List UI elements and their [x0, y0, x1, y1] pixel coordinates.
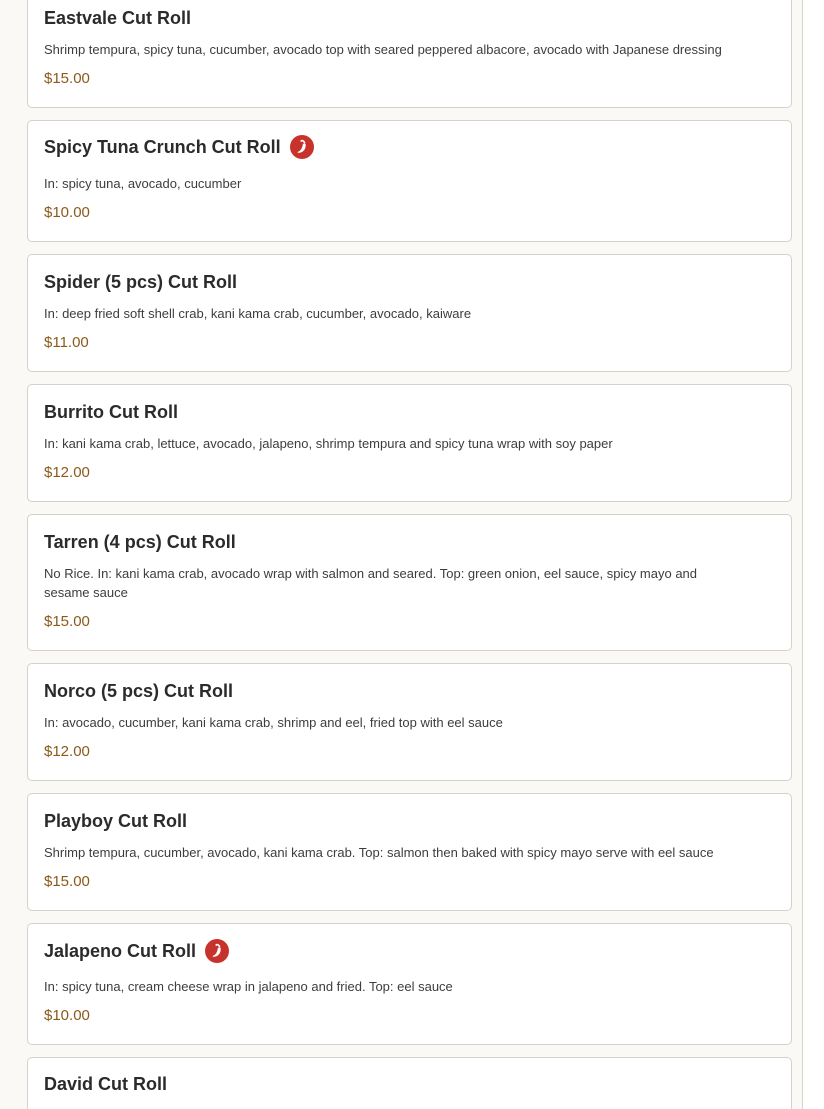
- menu-item-name: Burrito Cut Roll: [44, 401, 178, 422]
- menu-item-title-row: [44, 1073, 775, 1095]
- chili-pepper-icon: [290, 135, 314, 159]
- menu-item-card[interactable]: [27, 0, 792, 108]
- menu-item-card[interactable]: [27, 923, 792, 1045]
- menu-item-title-row: [44, 401, 775, 423]
- menu-item-title-row: [44, 271, 775, 293]
- menu-item-card[interactable]: [27, 120, 792, 242]
- chili-pepper-icon: [205, 939, 229, 963]
- menu-item-price: $15.00: [44, 873, 90, 890]
- menu-item-description: No Rice. In: kani kama crab, avocado wrap with salmon and seared. Top: green onion, eel sauce, spicy mayo and sesame sauce: [44, 566, 698, 600]
- menu-item-description: In: kani kama crab, lettuce, avocado, jalapeno, shrimp tempura and spicy tuna wrap with soy paper: [44, 436, 613, 451]
- menu-item-description: In: avocado, cucumber, kani kama crab, shrimp and eel, fried top with eel sauce: [44, 715, 503, 730]
- menu-item-name: Spider (5 pcs) Cut Roll: [44, 271, 238, 292]
- menu-item-name: Jalapeno Cut Roll: [44, 940, 197, 961]
- menu-item-description: In: spicy tuna, cream cheese wrap in jalapeno and fried. Top: eel sauce: [44, 979, 453, 994]
- menu-item-title-row: [44, 940, 775, 962]
- menu-item-title-row: [44, 7, 775, 29]
- menu-item-name: Norco (5 pcs) Cut Roll: [44, 680, 234, 701]
- menu-item-title-row: [44, 136, 775, 158]
- menu-item-card[interactable]: [27, 384, 792, 502]
- menu-item-price: $11.00: [44, 334, 89, 351]
- menu-item-price: $15.00: [44, 613, 90, 630]
- menu-item-description: Shrimp tempura, cucumber, avocado, kani kama crab. Top: salmon then baked with spicy mayo serve with eel sauce: [44, 845, 714, 860]
- menu-item-name: David Cut Roll: [44, 1073, 168, 1094]
- menu-item-name: Spicy Tuna Crunch Cut Roll: [44, 136, 281, 157]
- menu-item-price: $12.00: [44, 464, 90, 481]
- menu-item-description: In: spicy tuna, avocado, cucumber: [44, 176, 242, 191]
- menu-item-name: Playboy Cut Roll: [44, 810, 188, 831]
- menu-item-price: $15.00: [44, 70, 90, 87]
- menu-item-description: Shrimp tempura, spicy tuna, cucumber, avocado top with seared peppered albacore, avocado with Japanese dressing: [44, 42, 722, 57]
- menu-item-price: $12.00: [44, 743, 90, 760]
- menu-item-description: In: deep fried soft shell crab, kani kama crab, cucumber, avocado, kaiware: [44, 306, 472, 321]
- menu-item-card[interactable]: [27, 1057, 792, 1109]
- menu-item-card[interactable]: [27, 663, 792, 781]
- menu-item-name: Eastvale Cut Roll: [44, 7, 192, 28]
- menu-item-card[interactable]: [27, 514, 792, 651]
- menu-item-price: $10.00: [44, 1007, 90, 1024]
- menu-item-title-row: [44, 810, 775, 832]
- menu-item-title-row: [44, 680, 775, 702]
- menu-item-title-row: [44, 531, 775, 553]
- menu-item-price: $10.00: [44, 204, 90, 221]
- menu-item-card[interactable]: [27, 793, 792, 911]
- menu-item-name: Tarren (4 pcs) Cut Roll: [44, 531, 236, 552]
- menu-item-card[interactable]: [27, 254, 792, 372]
